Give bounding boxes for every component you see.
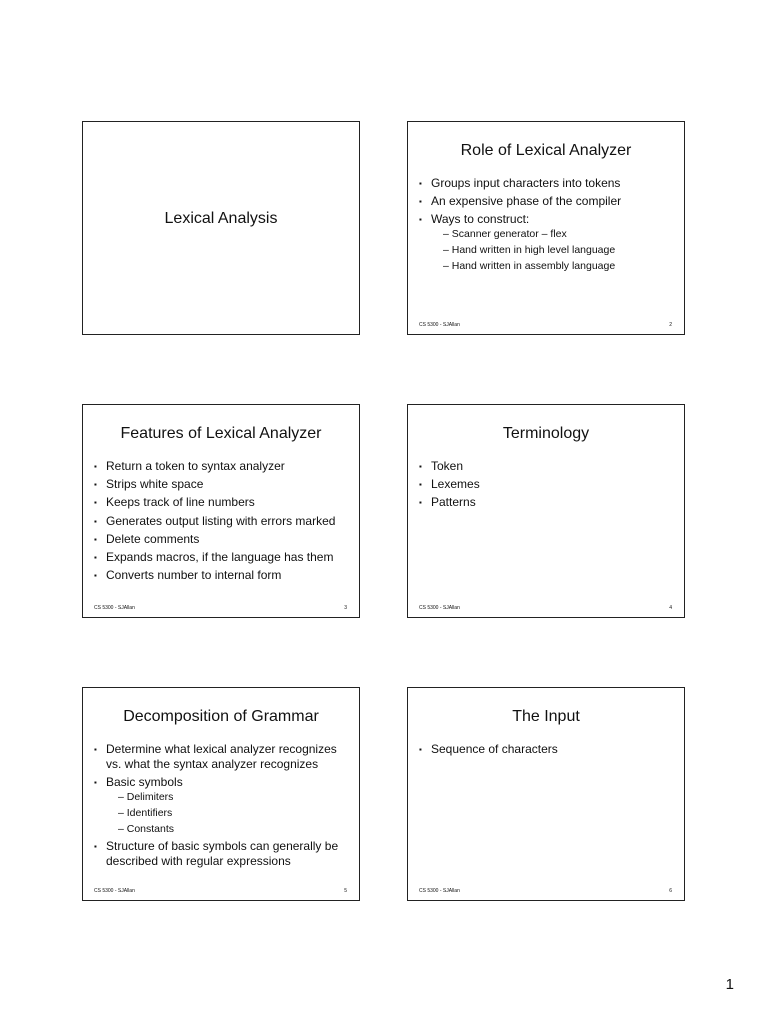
bullet-item [419, 194, 676, 209]
bullet-list [419, 459, 676, 514]
slide-3 [82, 404, 360, 618]
bullet-text: Return a token to syntax analyzer [106, 459, 285, 473]
slide-number: 4 [669, 605, 672, 611]
bullet-item [94, 459, 351, 474]
square-bullet-icon: ▪ [94, 516, 97, 526]
sub-bullet-item: – Constants [118, 823, 175, 836]
square-bullet-icon: ▪ [419, 197, 422, 207]
bullet-text: Strips white space [106, 477, 204, 492]
bullet-item [94, 514, 351, 529]
slide-number: 3 [344, 605, 347, 611]
bullet-text: Expands macros, if the language has them [106, 549, 334, 564]
bullet-text: Converts number to internal form [106, 568, 282, 583]
slide-footer: CS 5300 - SJAllan [419, 322, 460, 328]
bullet-text: Basic symbols [106, 775, 183, 790]
bullet-item [94, 477, 351, 492]
bullet-item [94, 495, 351, 510]
square-bullet-icon: ▪ [419, 462, 422, 471]
sub-bullet-item: – Hand written in assembly language [443, 260, 616, 273]
slide-footer: CS 5300 - SJAllan [94, 605, 135, 611]
square-bullet-icon: ▪ [94, 778, 97, 788]
bullet-item [419, 495, 676, 510]
slide-footer: CS 5300 - SJAllan [419, 888, 460, 894]
slide-title: Decomposition of Grammar [123, 708, 319, 725]
bullet-item [419, 176, 676, 191]
slide-5 [82, 687, 360, 901]
slide-title: Role of Lexical Analyzer [460, 142, 632, 159]
bullet-text: Ways to construct: [431, 212, 530, 227]
bullet-text: Lexemes [431, 477, 480, 492]
slide-title: Features of Lexical Analyzer [120, 425, 322, 442]
bullet-item [419, 742, 676, 757]
bullet-text: Structure of basic symbols can generally be described with regular expressions [106, 839, 339, 869]
bullet-list [94, 459, 351, 586]
slide-number: 5 [344, 888, 347, 894]
slide-number: 2 [669, 322, 672, 328]
bullet-item [419, 459, 676, 474]
sub-bullet-item: – Identifiers [118, 807, 173, 820]
square-bullet-icon: ▪ [94, 534, 97, 544]
sub-bullet-item: – Delimiters [118, 791, 174, 804]
square-bullet-icon: ▪ [94, 498, 97, 508]
slide-2 [407, 121, 685, 335]
page-number: 1 [725, 976, 734, 993]
sub-bullet-list [106, 791, 351, 836]
slide-number: 6 [669, 888, 672, 894]
square-bullet-icon: ▪ [419, 179, 422, 188]
slide-title: Lexical Analysis [164, 210, 278, 227]
bullet-item [94, 742, 351, 772]
bullet-item [94, 839, 351, 869]
bullet-text: Sequence of characters [431, 742, 558, 756]
sub-bullet-item: – Hand written in high level language [443, 244, 616, 257]
bullet-item [94, 550, 351, 565]
square-bullet-icon: ▪ [419, 480, 422, 490]
square-bullet-icon: ▪ [94, 552, 97, 562]
slide-footer: CS 5300 - SJAllan [419, 605, 460, 611]
bullet-text: Determine what lexical analyzer recognizes vs. what the syntax analyzer recognizes [106, 742, 337, 771]
sub-bullet-list [431, 228, 676, 273]
bullet-text: Keeps track of line numbers [106, 495, 255, 510]
bullet-list [419, 176, 676, 277]
slide-title: Terminology [502, 425, 590, 442]
bullet-text: Delete comments [106, 531, 200, 546]
square-bullet-icon: ▪ [94, 571, 97, 581]
bullet-text: Generates output listing with errors marked [106, 513, 336, 528]
square-bullet-icon: ▪ [94, 480, 97, 490]
square-bullet-icon: ▪ [94, 842, 97, 852]
square-bullet-icon: ▪ [94, 745, 97, 754]
sub-bullet-item: – Scanner generator – flex [443, 228, 567, 241]
square-bullet-icon: ▪ [419, 745, 422, 754]
bullet-item [94, 532, 351, 547]
bullet-list [419, 742, 676, 760]
square-bullet-icon: ▪ [419, 498, 422, 508]
bullet-item [94, 568, 351, 583]
bullet-text: Patterns [431, 495, 476, 510]
bullet-text: Token [431, 459, 464, 473]
bullet-item [419, 477, 676, 492]
bullet-list [94, 742, 351, 873]
bullet-item [419, 212, 676, 273]
slide-1 [82, 121, 360, 335]
slide-6 [407, 687, 685, 901]
square-bullet-icon: ▪ [94, 462, 97, 471]
bullet-text: An expensive phase of the compiler [431, 194, 622, 209]
bullet-text: Groups input characters into tokens [431, 176, 621, 190]
bullet-item [94, 775, 351, 836]
slide-4 [407, 404, 685, 618]
square-bullet-icon: ▪ [419, 215, 422, 225]
slide-title: The Input [512, 708, 580, 725]
slide-footer: CS 5300 - SJAllan [94, 888, 135, 894]
